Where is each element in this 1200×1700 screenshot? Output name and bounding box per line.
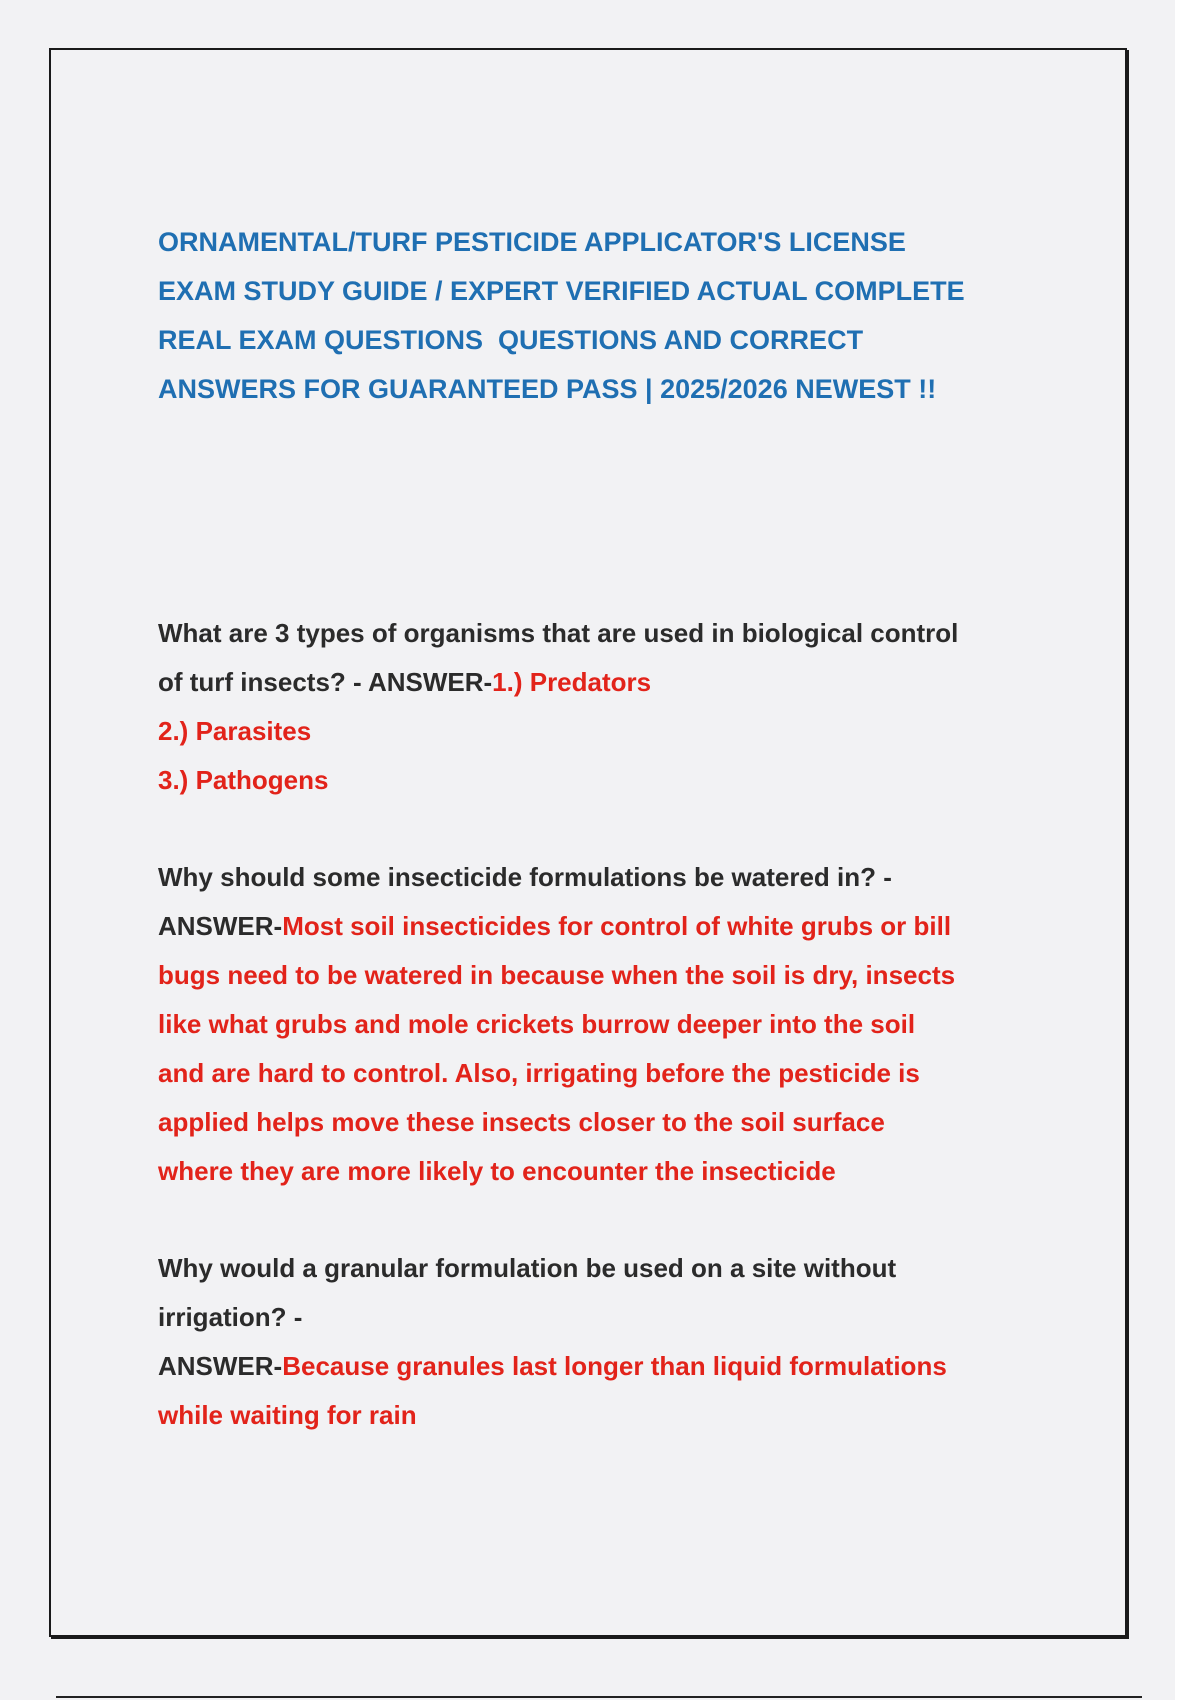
title-line: EXAM STUDY GUIDE / EXPERT VERIFIED ACTUAL COMPLETE xyxy=(158,276,965,306)
answer-text: while waiting for rain xyxy=(158,1400,417,1430)
qa-item-watered-in xyxy=(158,853,1038,1196)
question-text: irrigation? - xyxy=(158,1302,303,1332)
qa-item-biological-control xyxy=(158,609,1038,805)
question-text: Why should some insecticide formulations be watered in? - xyxy=(158,862,892,892)
answer-label: ANSWER- xyxy=(367,667,493,697)
title-line: ORNAMENTAL/TURF PESTICIDE APPLICATOR'S LICENSE xyxy=(158,227,906,257)
answer-label: ANSWER- xyxy=(158,911,283,941)
question-text: What are 3 types of organisms that are used in biological control xyxy=(158,618,959,648)
document-title xyxy=(158,218,1038,414)
answer-text: where they are more likely to encounter the insecticide xyxy=(158,1156,836,1186)
question-answer-line xyxy=(158,658,1038,707)
question-answer-line xyxy=(158,902,1038,951)
answer-text: and are hard to control. Also, irrigating before the pesticide is xyxy=(158,1058,920,1088)
question-text: of turf insects? - xyxy=(158,667,368,697)
qa-item-granular-formulation xyxy=(158,1244,1038,1440)
question-answer-line xyxy=(158,1342,1038,1391)
answer-text: bugs need to be watered in because when the soil is dry, insects xyxy=(158,960,956,990)
question-text: Why would a granular formulation be used on a site without xyxy=(158,1253,897,1283)
answer-label: ANSWER- xyxy=(158,1351,283,1381)
answer-text: 1.) Predators xyxy=(492,667,652,697)
answer-text: Most soil insecticides for control of white grubs or bill xyxy=(282,911,952,941)
answer-text: 2.) Parasites xyxy=(158,716,312,746)
answer-text: Because granules last longer than liquid formulations xyxy=(282,1351,947,1381)
answer-text: applied helps move these insects closer to the soil surface xyxy=(158,1107,885,1137)
answer-text: 3.) Pathogens xyxy=(158,765,329,795)
title-line: REAL EXAM QUESTIONS QUESTIONS AND CORRECT xyxy=(158,325,864,355)
title-line: ANSWERS FOR GUARANTEED PASS | 2025/2026 NEWEST !! xyxy=(158,374,937,404)
page-bottom-rule xyxy=(56,1696,1142,1698)
answer-text: like what grubs and mole crickets burrow deeper into the soil xyxy=(158,1009,916,1039)
